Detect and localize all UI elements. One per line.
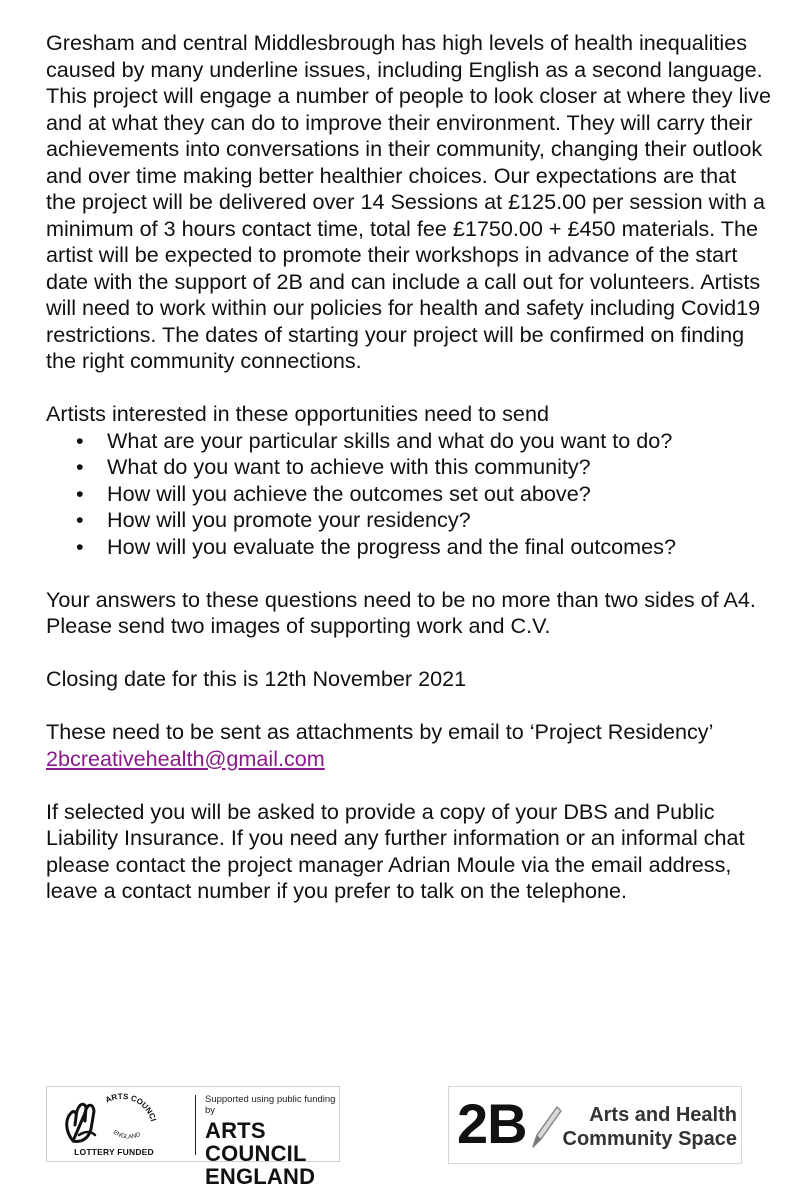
bullet-icon: •	[76, 507, 84, 532]
arts-council-name-line2: ENGLAND	[205, 1164, 316, 1189]
intro-paragraph: Gresham and central Middlesbrough has high levels of health inequalities caused by many underline issues, including English as a second language. This project will engage a number of people to look closer at where they live and at what they can do to improve their environment. They will carry their achievements into conversations in their community, changing their outlook and over time making better healthier choices. Our expectations are that the project will be delivered over 14 Sessions at £125.00 per session with a minimum of 3 hours contact time, total fee £1750.00 + £450 materials. The artist will be expected to promote their workshops in advance of the start date with the support of 2B and can include a call out for volunteers. Artists will need to work within our policies for health and safety including Covid19 restrictions. The dates of starting your project will be confirmed on finding the right community connections.	[46, 30, 771, 373]
two-b-mark: 2B	[457, 1092, 527, 1155]
lottery-funded-label: LOTTERY FUNDED	[74, 1147, 154, 1157]
submission-text: These need to be sent as attachments by email to ‘Project Residency’	[46, 719, 713, 744]
lottery-emblem	[55, 1091, 173, 1159]
bullet-icon: •	[76, 454, 84, 479]
arts-council-name-line1: ARTS COUNCIL	[205, 1118, 307, 1166]
requirements-list	[46, 428, 772, 561]
document-body	[46, 30, 772, 905]
two-b-logo	[448, 1086, 742, 1164]
answers-paragraph: Your answers to these questions need to be no more than two sides of A4. Please send two images of supporting work and C.V.	[46, 586, 756, 638]
two-b-tagline	[545, 1103, 737, 1151]
arts-council-logo	[46, 1086, 340, 1189]
submission-paragraph	[46, 719, 772, 772]
list-item: • How will you promote your residency?	[76, 507, 471, 532]
list-item: • What are your particular skills and what do you want to do?	[76, 427, 673, 453]
two-b-line2: Community Space	[562, 1128, 737, 1150]
bullet-icon: •	[76, 533, 84, 559]
list-item: • How will you achieve the outcomes set out above?	[76, 480, 591, 506]
dbs-paragraph: If selected you will be asked to provide a copy of your DBS and Public Liability Insurance. If you need any further information or an informal chat please contact the project manager Adrian Moule via the email address, leave a contact number if you prefer to talk on the telephone.	[46, 798, 745, 903]
supported-by-text: Supported using public funding by	[205, 1094, 336, 1116]
list-item: • What do you want to achieve with this community?	[76, 454, 591, 479]
closing-date: Closing date for this is 12th November 2021	[46, 666, 467, 691]
crossed-fingers-icon	[55, 1091, 173, 1147]
arc-text-bottom: ENGLAND	[111, 1129, 142, 1141]
list-item: • How will you evaluate the progress and the final outcomes?	[76, 533, 676, 559]
arc-text-top: ARTS COUNCI	[103, 1091, 158, 1123]
two-b-line1: Arts and Health	[589, 1104, 737, 1126]
email-link[interactable]: 2bcreativehealth@gmail.com	[46, 745, 325, 771]
bullet-icon: •	[76, 480, 84, 506]
logo-divider	[195, 1095, 196, 1155]
bullet-icon: •	[76, 427, 84, 453]
requirements-intro: Artists interested in these opportunities need to send	[46, 401, 549, 426]
